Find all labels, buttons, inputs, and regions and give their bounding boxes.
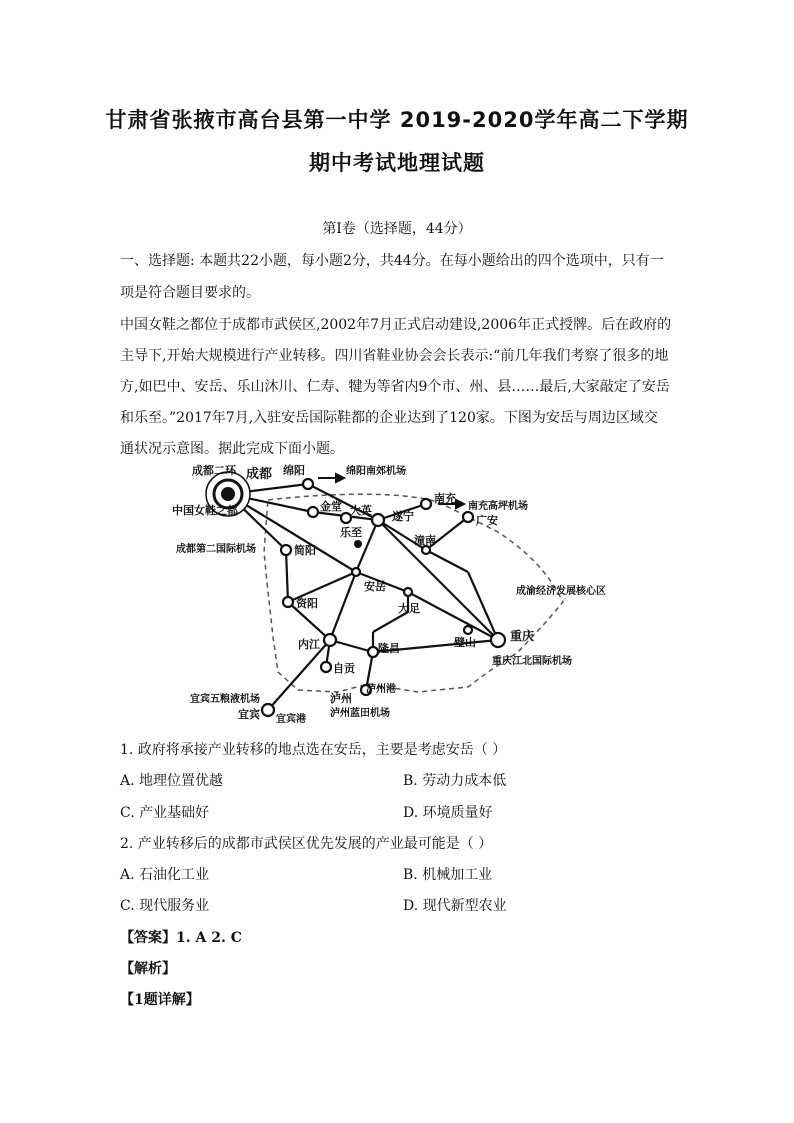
detail-heading: 【1题详解】 xyxy=(120,992,200,1008)
question-1-option-a: A. 地理位置优越 xyxy=(120,773,224,789)
label-suining: 遂宁 xyxy=(392,510,414,523)
label-lezhi: 乐至 xyxy=(340,526,362,539)
title-line-2: 期中考试地理试题 xyxy=(309,151,485,175)
label-cd-second-airport: 成都第二国际机场 xyxy=(176,544,256,555)
label-cq-airport: 重庆江北国际机场 xyxy=(492,656,572,667)
label-chengyu-core: 成渝经济发展核心区 xyxy=(516,586,606,597)
label-chengdu-ring: 成都二环 xyxy=(192,464,236,477)
passage-line-3: 方,如巴中、安岳、乐山沐川、仁寿、犍为等省内9个市、州、县……最后,大家敲定了安岳 xyxy=(120,379,670,395)
instructions-line-1: 一、选择题: 本题共22小题，每小题2分，共44分。在每小题给出的四个选项中，只有一 xyxy=(120,253,664,269)
label-yibin-airport: 宜宾五粮液机场 xyxy=(190,694,260,705)
road-network xyxy=(228,484,498,710)
label-yibin-port: 宜宾港 xyxy=(276,714,306,724)
label-chengdu: 成都 xyxy=(246,467,273,482)
question-1-option-d: D. 环境质量好 xyxy=(403,805,493,821)
label-shoe-capital: 中国女鞋之都 xyxy=(172,504,238,517)
label-luzhou-port: 泸州港 xyxy=(366,684,396,695)
label-neijiang: 内江 xyxy=(298,638,320,651)
label-zigong: 自贡 xyxy=(333,662,355,675)
analysis-heading: 【解析】 xyxy=(120,961,176,977)
question-1-stem: 1. 政府将承接产业转移的地点选在安岳，主要是考虑安岳（ ） xyxy=(120,742,507,758)
question-1-option-c: C. 产业基础好 xyxy=(120,805,210,821)
answer-line: 【答案】1. A 2. C xyxy=(120,930,242,946)
question-2-option-d: D. 现代新型农业 xyxy=(403,898,507,914)
section-header: 第Ⅰ卷（选择题，44分） xyxy=(322,221,472,237)
question-2-option-c: C. 现代服务业 xyxy=(120,898,210,914)
passage-line-4: 和乐至。”2017年7月,入驻安岳国际鞋都的企业达到了120家。下图为安岳与周边区域交 xyxy=(120,410,658,426)
label-luzhou-airport: 泸州蓝田机场 xyxy=(330,708,390,719)
label-anyue: 安岳 xyxy=(364,580,386,593)
passage-line-5: 通状况示意图。据此完成下面小题。 xyxy=(120,441,344,457)
label-guangan: 广安 xyxy=(476,514,498,527)
passage-line-2: 主导下,开始大规模进行产业转移。四川省鞋业协会会长表示:“前几年我们考察了很多的地 xyxy=(120,348,669,364)
instructions-line-2: 项是符合题目要求的。 xyxy=(120,285,260,301)
label-bishan: 璧山 xyxy=(454,636,476,649)
label-dayin: 大英 xyxy=(350,504,372,517)
label-luzhou: 泸州 xyxy=(330,692,352,705)
label-jintang: 金堂 xyxy=(320,500,342,513)
label-longchang: 隆昌 xyxy=(378,642,400,655)
lezhi-node xyxy=(354,540,362,548)
label-tongnan: 潼南 xyxy=(414,534,436,547)
transport-map xyxy=(168,462,624,724)
question-1-option-b: B. 劳动力成本低 xyxy=(403,773,507,789)
label-mianyang-airport: 绵阳南郊机场 xyxy=(346,466,406,477)
label-nanchong-airport: 南充高坪机场 xyxy=(468,501,528,512)
passage-line-1: 中国女鞋之都位于成都市武侯区,2002年7月正式启动建设,2006年正式授牌。后在政府的 xyxy=(120,317,672,333)
question-2-option-a: A. 石油化工业 xyxy=(120,867,210,883)
label-jianyang: 简阳 xyxy=(294,544,316,557)
question-2-option-b: B. 机械加工业 xyxy=(403,867,493,883)
label-yibin: 宜宾 xyxy=(238,708,260,721)
label-mianyang: 绵阳 xyxy=(283,464,305,477)
title-line-1: 甘肃省张掖市高台县第一中学 2019-2020学年高二下学期 xyxy=(105,108,689,132)
question-2-stem: 2. 产业转移后的成都市武侯区优先发展的产业最可能是（ ） xyxy=(120,836,493,852)
label-ziyang: 资阳 xyxy=(296,597,318,610)
label-nanchong: 南充 xyxy=(434,492,456,505)
label-dazu: 大足 xyxy=(398,602,420,615)
label-chongqing: 重庆 xyxy=(510,629,535,643)
